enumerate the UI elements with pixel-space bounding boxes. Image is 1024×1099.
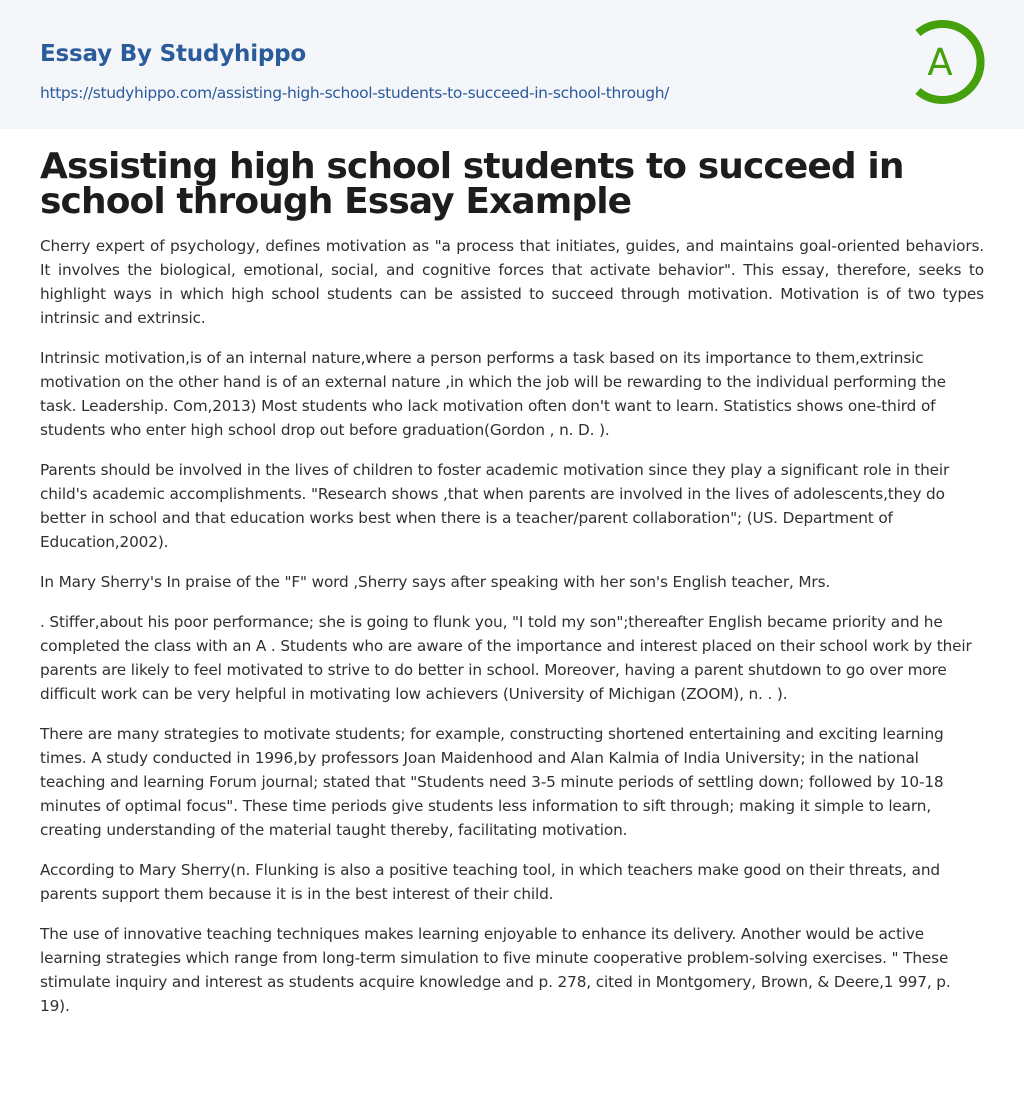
essay-body (40, 234, 984, 1034)
logo-letter: A (927, 41, 953, 84)
essay-paragraph: There are many strategies to motivate students; for example, constructing shortened entertaining and exciting learning times. A study conducted in 1996,by professors Joan Maidenhood and Alan Kalmia of India University; in the national teaching and learning Forum journal; stated that "Students need 3-5 minute periods of settling down; followed by 10-18 minutes of optimal focus". These time periods give students less information to sift through; making it simple to learn, creating understanding of the material taught thereby, facilitating motivation. (40, 725, 944, 839)
essay-paragraph: Intrinsic motivation,is of an internal nature,where a person performs a task based on its importance to them,extrinsic motivation on the other hand is of an external nature ,in which the job will be rewarding to the individual performing the task. Leadership. Com,2013) Most students who lack motivation often don't want to learn. Statistics shows one-third of students who enter high school drop out before graduation(Gordon , n. D. ). (40, 349, 946, 439)
essay-paragraph: Cherry expert of psychology, defines motivation as "a process that initiates, guides, and maintains goal-oriented behaviors. It involves the biological, emotional, social, and cognitive forces that activate behavior". This essay, therefore, seeks to highlight ways in which high school students can be assisted to succeed through motivation. Motivation is of two types intrinsic and extrinsic. (40, 237, 984, 327)
brand-title[interactable]: Essay By Studyhippo (40, 41, 307, 67)
essay-paragraph: According to Mary Sherry(n. Flunking is also a positive teaching tool, in which teachers make good on their threats, and parents support them because it is in the best interest of their child. (40, 861, 940, 903)
essay-url-link[interactable]: https://studyhippo.com/assisting-high-school-students-to-succeed-in-school-through/ (40, 84, 670, 102)
page-title: Assisting high school students to succeed in school through Essay Example (40, 146, 904, 222)
essay-paragraph: . Stiffer,about his poor performance; she is going to flunk you, "I told my son";thereafter English became priority and he completed the class with an A . Students who are aware of the importance and interest placed on their school work by their parents are likely to feel motivated to strive to do better in school. Moreover, having a parent shutdown to go over more difficult work can be very helpful in motivating low achievers (University of Michigan (ZOOM), n. . ). (40, 613, 972, 703)
essay-paragraph: In Mary Sherry's In praise of the "F" word ,Sherry says after speaking with her son's English teacher, Mrs. (40, 573, 831, 591)
essay-paragraph: Parents should be involved in the lives of children to foster academic motivation since they play a significant role in their child's academic accomplishments. "Research shows ,that when parents are involved in the lives of adolescents,they do better in school and that education works best when there is a teacher/parent collaboration"; (US. Department of Education,2002). (40, 461, 950, 551)
essay-paragraph: The use of innovative teaching techniques makes learning enjoyable to enhance its delivery. Another would be active learning strategies which range from long-term simulation to five minute cooperative problem-solving exercises. " These stimulate inquiry and interest as students acquire knowledge and p. 278, cited in Montgomery, Brown, & Deere,1 997, p. 19). (40, 925, 951, 1015)
